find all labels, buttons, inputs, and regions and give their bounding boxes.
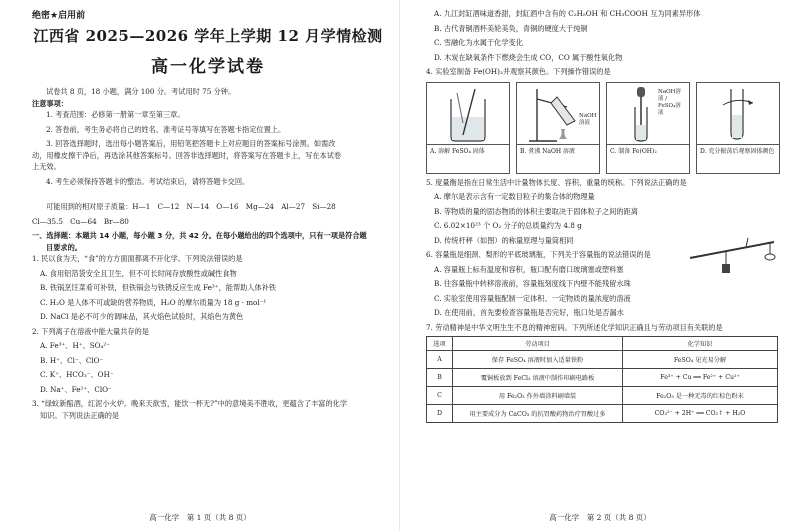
q1-option-a: A. 食用铝箔袋安全且卫生，但不可长时间存放酸性或碱性食物 bbox=[40, 268, 237, 278]
atomic-masses-line2: Cl—35.5 Cu—64 Br—80 bbox=[32, 216, 129, 226]
q5-option-a: A. 摩尔是表示含有一定数目粒子的集合体的物理量 bbox=[434, 192, 595, 201]
q5-option-c: C. 6.02×10²³ 个 O₂ 分子的总质量约为 4.8 g bbox=[434, 221, 582, 230]
q4-figures bbox=[426, 82, 778, 174]
notice-4: 4. 考生必须保持答题卡的整洁。考试结束后，请将答题卡交回。 bbox=[46, 176, 250, 186]
q2-option-b: B. H⁺、Cl⁻、ClO⁻ bbox=[40, 355, 104, 365]
q3-option-c: C. 雪融化为水属于化学变化 bbox=[434, 38, 523, 47]
q4-figure-d bbox=[696, 82, 780, 174]
q3-option-a: A. 九江封缸酒味道香甜，封缸酒中含有的 C₂H₅OH 和 CH₃COOH 互为同素异形体 bbox=[434, 9, 701, 18]
exam-intro: 试卷共 8 页，18 小题，满分 100 分。考试用时 75 分钟。 bbox=[46, 87, 236, 96]
q3-option-b: B. 古代青铜酒杯美轮美奂，青铜的硬度大于纯铜 bbox=[434, 23, 588, 33]
q4-b-label: NaOH溶液 bbox=[579, 112, 597, 126]
atomic-masses-line1: 可能用到的相对原子质量：H—1 C—12 N—14 O—16 Mg—24 Al—27 Si—28 bbox=[46, 202, 336, 211]
table-cell: Fe³⁺ + Cu ══ Fe²⁺ + Cu²⁺ bbox=[623, 369, 778, 387]
page-1-footer: 高一化学 第 1 页（共 8 页） bbox=[149, 513, 251, 522]
q5-option-b: B. 等物质的量的固态物质的体积主要取决于固体粒子之间的距离 bbox=[434, 206, 638, 216]
q6-option-d: D. 在使用前，首先要检查容量瓶是否完好，瓶口处是否漏水 bbox=[434, 308, 624, 317]
table-cell: B bbox=[427, 369, 453, 387]
table-cell: A bbox=[427, 351, 453, 369]
table-cell: FeSO₄ 见光易分解 bbox=[623, 351, 778, 369]
steelyard-balance-illustration bbox=[686, 236, 778, 276]
page-2 bbox=[400, 0, 800, 531]
boiling-apparatus-illustration bbox=[517, 83, 599, 145]
table-header-row bbox=[427, 337, 778, 351]
q6-option-a: A. 容量瓶上标有温度和容积，瓶口配有磨口玻璃塞或塑料塞 bbox=[434, 264, 624, 274]
q2-option-c: C. K⁺、HCO₃⁻、OH⁻ bbox=[40, 370, 114, 379]
section-heading: 一、选择题：本题共 14 小题，每小题 3 分，共 42 分。在每小题给出的四个选项中，只有一项是符合题 bbox=[32, 231, 367, 240]
q1-option-b: B. 铁锅烹饪菜肴可补铁，但铁锅会与铁锈反应生成 Fe³⁺，能帮助人体补铁 bbox=[40, 283, 277, 292]
exam-title: 江西省 2025—2026 学年上学期 12 月学情检测 bbox=[33, 27, 383, 45]
q1-option-c: C. H₂O 是人体不可或缺的营养物质，H₂O 的摩尔质量为 18 g · mol⁻¹ bbox=[40, 297, 267, 307]
q1-option-d: D. NaCl 是必不可少的调味品，其火焰色试验时，其焰色为黄色 bbox=[40, 312, 244, 321]
notice-1: 1. 考查范围：必修第一册第一章至第三章。 bbox=[46, 110, 185, 119]
notice-3-end: 上无效。 bbox=[32, 162, 61, 171]
q3-stem: 3. “绿蚁新醅酒，红泥小火炉。晚来天欲雪，能饮一杯无?”中的意境美不胜收，更蕴含了丰富的化学 bbox=[32, 399, 348, 408]
exam-subject-title: 高一化学试卷 bbox=[151, 57, 265, 77]
table-row bbox=[427, 351, 778, 369]
notice-3-cont: 动，用橡皮擦干净后，再选涂其他答案标号。回答非选择题时，将答案写在答题卡上，写在本试卷 bbox=[32, 150, 342, 160]
q4-stem: 4. 实验室制备 Fe(OH)₂并观察其颜色。下列操作错误的是 bbox=[426, 67, 611, 76]
table-header-cell: 化学知识 bbox=[623, 337, 778, 351]
q4-caption-d: D. 充分振荡后观察固体颜色 bbox=[700, 147, 775, 155]
q6-option-c: C. 实验室使用容量瓶配制一定体积、一定物质的量浓度的溶液 bbox=[434, 293, 631, 303]
shaking-test-tube-illustration bbox=[697, 83, 779, 145]
q4-figure-a bbox=[426, 82, 510, 174]
table-cell: 保存 FeSO₄ 溶液时加入适量铁粉 bbox=[453, 351, 623, 369]
page-2-footer: 高一化学 第 2 页（共 8 页） bbox=[549, 513, 651, 522]
q4-c-label: NaOH溶液 / FeSO₄溶液 bbox=[658, 88, 681, 116]
q4-caption-b: B. 煮沸 NaOH 溶液 bbox=[520, 147, 576, 155]
table-row bbox=[427, 369, 778, 387]
section-heading-cont: 目要求的。 bbox=[46, 242, 82, 252]
beaker-stirring-illustration bbox=[427, 83, 509, 145]
notice-2: 2. 答卷前，考生务必将自己的姓名、准考证号等填写在答题卡指定位置上。 bbox=[46, 124, 286, 134]
table-cell: 覆铜板放到 FeCl₃ 溶液中制作印刷电路板 bbox=[453, 369, 623, 387]
q2-option-d: D. Na⁺、Fe²⁺、ClO⁻ bbox=[40, 384, 112, 394]
table-cell: 用 Fe₂O₃ 作外墙涂料刷墙装 bbox=[453, 387, 623, 405]
table-header-cell: 选项 bbox=[427, 337, 453, 351]
q5-stem: 5. 度量衡是指在日常生活中计量物体长度、容积、重量的统称。下列说法正确的是 bbox=[426, 177, 687, 187]
table-row bbox=[427, 387, 778, 405]
table-row bbox=[427, 405, 778, 423]
table-cell: Fe₂O₃ 是一种无毒的红棕色粉末 bbox=[623, 387, 778, 405]
table-cell: D bbox=[427, 405, 453, 423]
q2-option-a: A. Fe³⁺、H⁺、SO₄²⁻ bbox=[40, 341, 111, 350]
q7-table bbox=[426, 336, 778, 423]
table-header-cell: 劳动项目 bbox=[453, 337, 623, 351]
table-cell: 用主要成分为 CaCO₃ 的抗胃酸药物治疗胃酸过多 bbox=[453, 405, 623, 423]
notice-3: 3. 回答选择题时，选出每小题答案后，用铅笔把答题卡上对应题目的答案标号涂黑。如需改 bbox=[46, 139, 336, 148]
table-cell: CO₃²⁻ + 2H⁺ ══ CO₂↑ + H₂O bbox=[623, 405, 778, 423]
secret-label: 绝密★启用前 bbox=[32, 11, 86, 21]
dropper-test-tube-illustration bbox=[607, 83, 689, 145]
q1-stem: 1. 民以食为天，“食”的方方面面都离不开化学。下列说法错误的是 bbox=[32, 254, 243, 263]
q4-figure-b bbox=[516, 82, 600, 174]
q4-caption-c: C. 制备 Fe(OH)₂ bbox=[610, 147, 657, 155]
q4-figure-c bbox=[606, 82, 690, 174]
q6-option-b: B. 往容量瓶中转移溶液前，容量瓶刻度线下内壁不能残留水珠 bbox=[434, 279, 631, 288]
notice-heading: 注意事项： bbox=[32, 98, 68, 108]
q4-caption-a: A. 溶解 FeSO₄ 固体 bbox=[430, 147, 485, 155]
q3-option-d: D. 木炭在缺氧条件下燃烧会生成 CO，CO 属于酸性氧化物 bbox=[434, 52, 623, 62]
table-cell: C bbox=[427, 387, 453, 405]
q6-stem: 6. 容量瓶是细颈、梨形的平底玻璃瓶，下列关于容量瓶的说法错误的是 bbox=[426, 250, 651, 259]
q7-stem: 7. 劳动精神是中华文明生生不息的精神密码。下列所述化学知识正确且与劳动项目有关联的是 bbox=[426, 322, 723, 332]
q2-stem: 2. 下列离子在溶液中能大量共存的是 bbox=[32, 326, 149, 336]
q5-option-d: D. 传统杆秤（如图）的称量原理与量筒相同 bbox=[434, 235, 574, 245]
q3-stem-cont: 知识。下列说法正确的是 bbox=[40, 410, 120, 420]
